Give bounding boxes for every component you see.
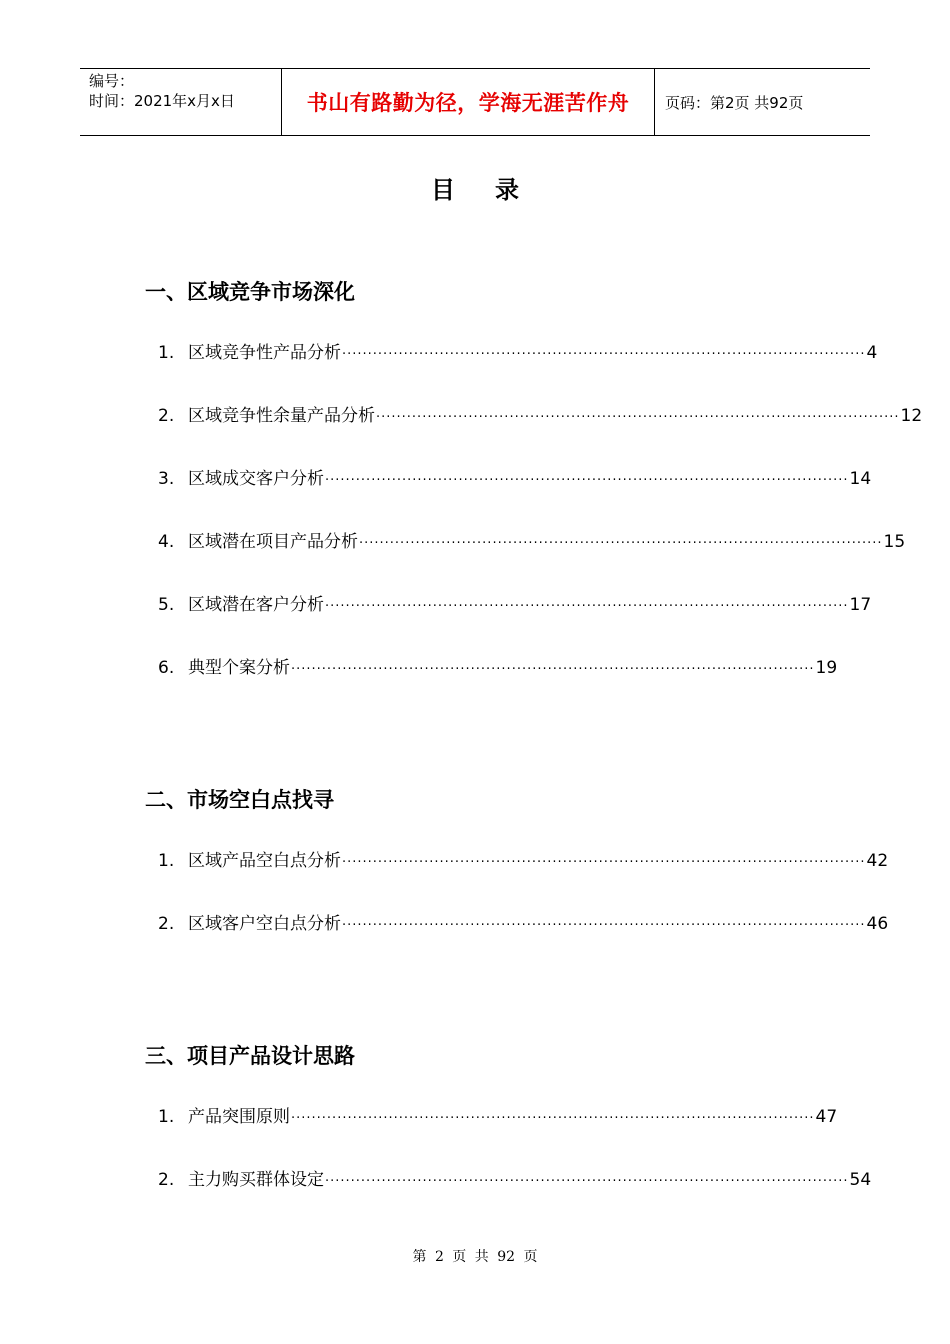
- toc-entry[interactable]: [158, 913, 889, 937]
- toc-entry-number: 1.: [158, 1107, 175, 1127]
- toc-entry-number: 6.: [158, 658, 175, 678]
- toc-entry-page: 54: [849, 1170, 872, 1190]
- toc-entry-number: 2.: [158, 914, 175, 934]
- page-header: [80, 68, 870, 136]
- toc-entry[interactable]: [158, 1169, 872, 1193]
- toc-entry[interactable]: [158, 531, 906, 555]
- toc-entry-label: 区域竞争性余量产品分析: [188, 406, 375, 426]
- toc-entry[interactable]: [158, 850, 889, 874]
- toc-entry-label: 区域产品空白点分析: [188, 851, 341, 871]
- toc-leader-dots: ······································································································: [291, 1111, 815, 1126]
- toc-entry-label: 区域成交客户分析: [188, 469, 324, 489]
- toc-entry[interactable]: [158, 342, 878, 366]
- toc-entry-number: 1.: [158, 343, 175, 363]
- toc-leader-dots: ······································································································: [342, 918, 866, 933]
- toc-entry-page: 15: [883, 532, 906, 552]
- toc-entry-page: 42: [866, 851, 889, 871]
- header-meta-cell: [80, 69, 282, 135]
- toc-entry-label: 区域潜在客户分析: [188, 595, 324, 615]
- toc-entry-label: 典型个案分析: [188, 658, 290, 678]
- toc-entry-page: 4: [866, 343, 878, 363]
- toc-entry-number: 1.: [158, 851, 175, 871]
- toc-entry[interactable]: [158, 1106, 838, 1130]
- header-time-label: 时间：2021年x月x日: [89, 92, 235, 110]
- toc-entry-page: 47: [815, 1107, 838, 1127]
- toc-entry-number: 5.: [158, 595, 175, 615]
- toc-leader-dots: ······································································································: [291, 662, 815, 677]
- toc-section-title: 一、区域竞争市场深化: [145, 280, 355, 304]
- toc-entry-number: 4.: [158, 532, 175, 552]
- toc-entry-page: 12: [900, 406, 923, 426]
- toc-title-char-2: 录: [495, 176, 519, 204]
- toc-leader-dots: ······································································································: [359, 536, 883, 551]
- toc-entry-label: 区域竞争性产品分析: [188, 343, 341, 363]
- toc-entry[interactable]: [158, 405, 923, 429]
- toc-entry[interactable]: [158, 468, 872, 492]
- toc-entry-label: 区域客户空白点分析: [188, 914, 341, 934]
- toc-leader-dots: ······································································································: [325, 599, 849, 614]
- toc-entry-label: 区域潜在项目产品分析: [188, 532, 358, 552]
- toc-title-char-1: 目: [431, 176, 455, 204]
- header-motto: 书山有路勤为径，学海无涯苦作舟: [282, 69, 655, 135]
- toc-entry-label: 主力购买群体设定: [188, 1170, 324, 1190]
- header-page-label: 页码：第2页 共92页: [665, 93, 804, 112]
- toc-entry[interactable]: [158, 657, 838, 681]
- toc-title: [0, 170, 950, 205]
- toc-leader-dots: ······································································································: [325, 473, 849, 488]
- toc-leader-dots: ······································································································: [342, 347, 866, 362]
- toc-section-title: 二、市场空白点找寻: [145, 788, 334, 812]
- toc-entry-page: 17: [849, 595, 872, 615]
- toc-leader-dots: ······································································································: [342, 855, 866, 870]
- toc-entry-label: 产品突围原则: [188, 1107, 290, 1127]
- toc-entry-number: 2.: [158, 406, 175, 426]
- page-footer: 第 2 页 共 92 页: [412, 1249, 538, 1265]
- toc-leader-dots: ······································································································: [325, 1174, 849, 1189]
- toc-entry-page: 46: [866, 914, 889, 934]
- toc-entry-number: 3.: [158, 469, 175, 489]
- toc-entry-page: 19: [815, 658, 838, 678]
- toc-section-title: 三、项目产品设计思路: [145, 1044, 355, 1068]
- toc-entry-number: 2.: [158, 1170, 175, 1190]
- toc-leader-dots: ······································································································: [376, 410, 900, 425]
- toc-entry[interactable]: [158, 594, 872, 618]
- header-number-label: 编号：: [89, 72, 135, 90]
- toc-entry-page: 14: [849, 469, 872, 489]
